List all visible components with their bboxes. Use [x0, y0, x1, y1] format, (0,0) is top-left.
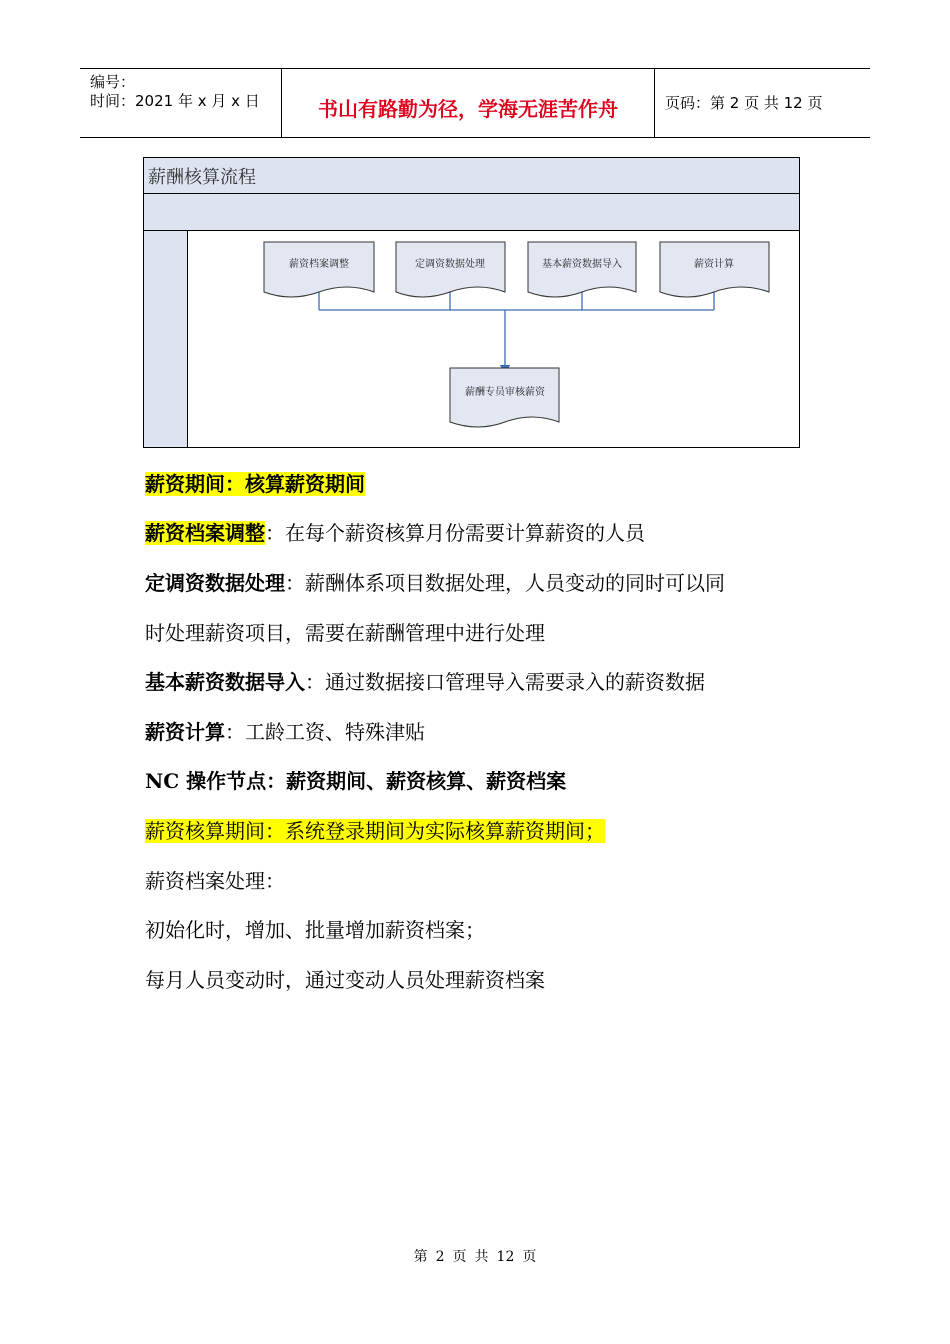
adjust-data-desc-cont: 时处理薪资项目，需要在薪酬管理中进行处理 — [145, 621, 545, 645]
connector-lines — [319, 290, 714, 370]
nc-nodes-heading: NC 操作节点：薪资期间、薪资核算、薪资档案 — [145, 769, 567, 793]
flow-chart-svg — [144, 158, 799, 447]
header-page-cell — [655, 69, 870, 137]
box-label-calculation: 薪资计算 — [694, 259, 734, 270]
init-note: 初始化时，增加、批量增加薪资档案； — [145, 918, 485, 942]
footer-total-pages: 12 — [496, 1249, 515, 1265]
page-number-label: 页码：第 2 页 共 12 页 — [665, 94, 823, 112]
footer-page-number: 2 — [435, 1249, 445, 1265]
page-header — [80, 68, 870, 138]
paragraph-init — [145, 916, 485, 944]
salary-process-diagram — [143, 157, 800, 448]
paragraph-adjust-data — [145, 569, 725, 597]
archive-process-heading: 薪资档案处理： — [145, 869, 285, 893]
footer-ye: 页 — [452, 1249, 467, 1265]
paragraph-archive-adjust — [145, 519, 645, 547]
import-desc: ：通过数据接口管理导入需要录入的薪资数据 — [305, 670, 705, 694]
footer-ye2: 页 — [522, 1249, 537, 1265]
header-motto-cell — [281, 69, 655, 137]
adjust-data-desc: ：薪酬体系项目数据处理，人员变动的同时可以同 — [285, 571, 725, 595]
time-label: 时间：2021 年 x 月 x 日 — [90, 92, 260, 110]
footer-gong: 共 — [474, 1249, 489, 1265]
paragraph-calculation — [145, 718, 425, 746]
calculation-desc: ：工龄工资、特殊津贴 — [225, 720, 425, 744]
salary-period-heading: 薪资期间：核算薪资期间 — [145, 472, 365, 496]
paragraph-archive-process — [145, 867, 285, 895]
paragraph-monthly — [145, 966, 545, 994]
adjust-data-term: 定调资数据处理 — [145, 571, 285, 595]
import-term: 基本薪资数据导入 — [145, 670, 305, 694]
period-note: 薪资核算期间：系统登录期间为实际核算薪资期间； — [145, 819, 605, 843]
number-label: 编号： — [90, 73, 136, 91]
archive-adjust-term: 薪资档案调整 — [145, 521, 265, 545]
header-meta-cell — [80, 69, 280, 137]
box-label-archive-adjust: 薪资档案调整 — [289, 259, 349, 270]
box-label-import-data: 基本薪资数据导入 — [542, 259, 622, 270]
paragraph-nc-nodes — [145, 767, 566, 795]
paragraph-adjust-data-cont — [145, 619, 545, 647]
diagram-title: 薪酬核算流程 — [148, 167, 256, 188]
footer-di: 第 — [413, 1249, 428, 1265]
monthly-note: 每月人员变动时，通过变动人员处理薪资档案 — [145, 968, 545, 992]
paragraph-period — [145, 470, 365, 498]
paragraph-import — [145, 668, 705, 696]
motto-text: 书山有路勤为径，学海无涯苦作舟 — [318, 97, 618, 121]
box-label-adjust-data: 定调资数据处理 — [415, 259, 485, 270]
archive-adjust-desc: ：在每个薪资核算月份需要计算薪资的人员 — [265, 521, 645, 545]
paragraph-period-note — [145, 817, 605, 845]
page-footer — [0, 1246, 950, 1266]
box-label-review: 薪酬专员审核薪资 — [465, 387, 545, 398]
calculation-term: 薪资计算 — [145, 720, 225, 744]
